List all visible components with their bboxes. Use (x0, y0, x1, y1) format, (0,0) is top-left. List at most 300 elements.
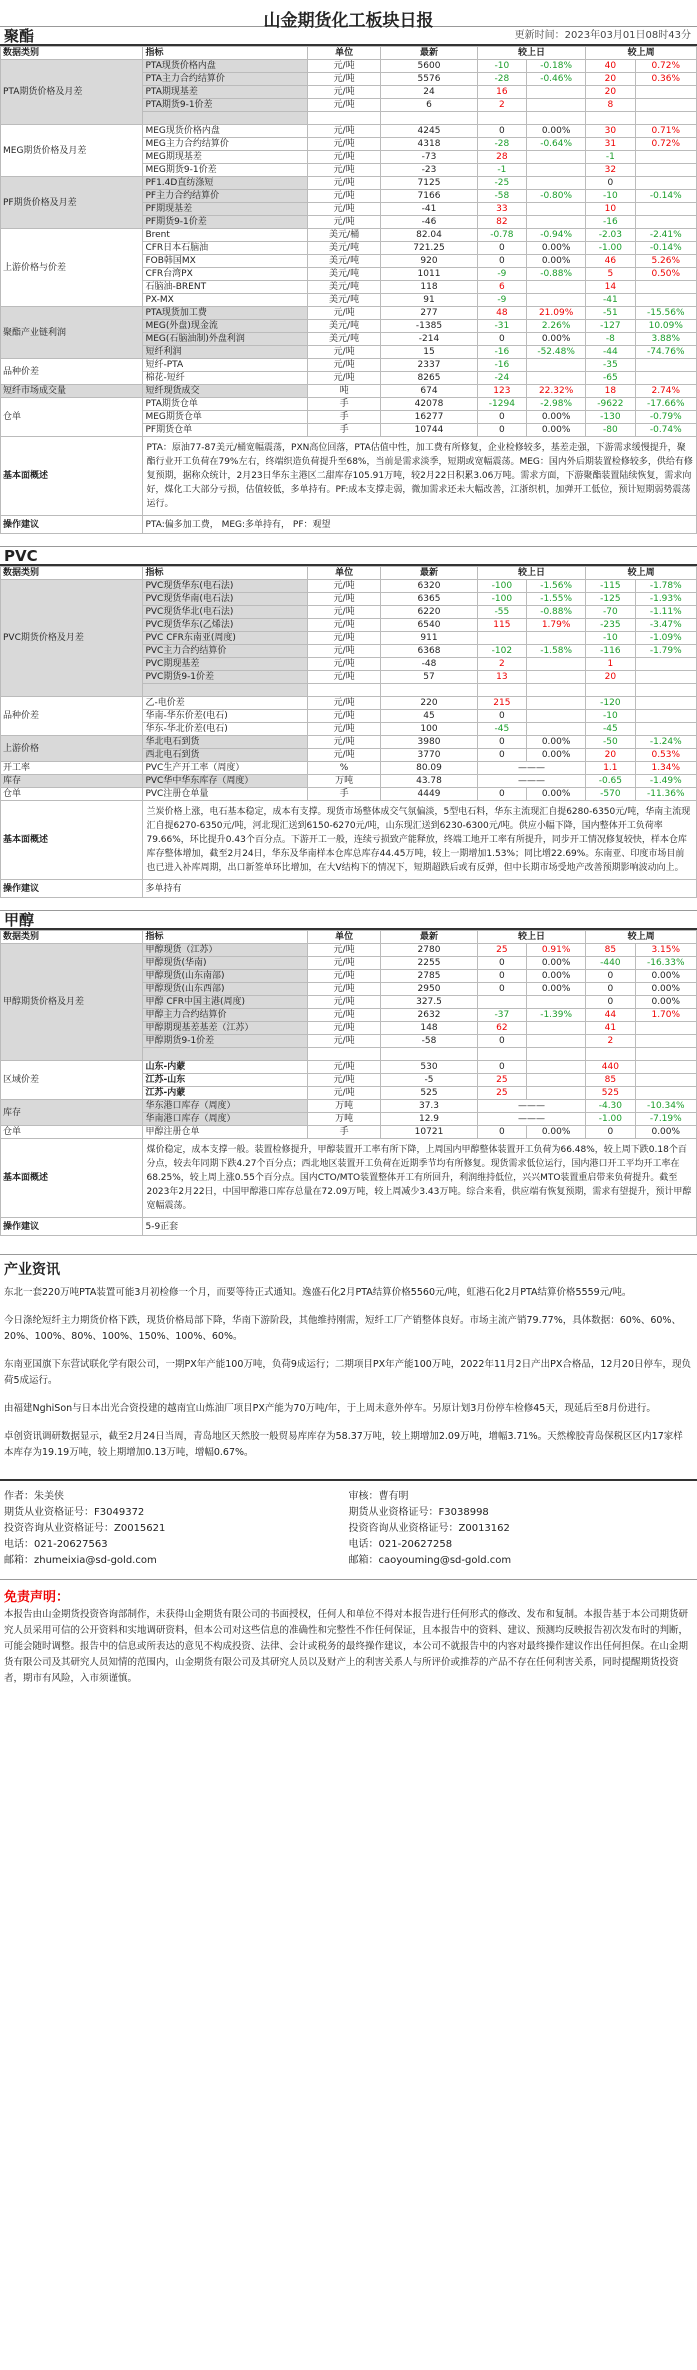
prev-week-pct: -10.34% (635, 1100, 696, 1113)
row-latest (381, 112, 477, 125)
prev-week-pct (635, 1074, 696, 1087)
row-latest: 220 (381, 697, 477, 710)
prev-day-change: -1294 (477, 398, 526, 411)
row-category: 品种价差 (1, 359, 143, 385)
prev-day-pct: -0.88% (527, 606, 586, 619)
prev-day-change: -16 (477, 346, 526, 359)
row-unit: 美元/桶 (307, 229, 380, 242)
row-unit: 元/吨 (307, 957, 380, 970)
prev-week-change: 18 (586, 385, 635, 398)
prev-day-change: -55 (477, 606, 526, 619)
row-latest: 2255 (381, 957, 477, 970)
table-row (1, 229, 697, 242)
column-header-cat: 数据类别 (1, 931, 143, 944)
prev-week-change: -1 (586, 151, 635, 164)
row-unit: 元/吨 (307, 996, 380, 1009)
row-latest: 5576 (381, 73, 477, 86)
prev-week-pct: -1.93% (635, 593, 696, 606)
prev-day-pct: 0.00% (527, 736, 586, 749)
prev-week-pct: -1.24% (635, 736, 696, 749)
row-indicator: PVC CFR东南亚(周度) (143, 632, 307, 645)
row-unit: 元/吨 (307, 606, 380, 619)
row-unit: 元/吨 (307, 944, 380, 957)
row-indicator: 棉花-短纤 (143, 372, 307, 385)
row-latest: 4245 (381, 125, 477, 138)
prev-week-pct (635, 1048, 696, 1061)
prev-week-change: 20 (586, 749, 635, 762)
row-latest: -46 (381, 216, 477, 229)
prev-week-pct: -7.19% (635, 1113, 696, 1126)
prev-day-pct: 0.00% (527, 255, 586, 268)
prev-day-change: -10 (477, 60, 526, 73)
prev-week-change: -235 (586, 619, 635, 632)
fundamentals-text: 兰炭价格上涨，电石基本稳定，成本有支撑。现货市场整体成交气氛偏淡，5型电石料，华东主流现汇自提6280-6350元/吨，华南主流现汇自提6270-6350元/吨，河北现汇送到6150-6270元/吨，山东现汇送到6230-6300元/吨。供应小幅下降，国内整体开工负荷率79.66%，环比提升0.43个百分点。下游开工一般，连续亏损致产能释放，终端工地开工率有所提升，同步开工情况修复较快，样本仓库库存整体增加，截至2月24日，华东及华南样本仓库总库存44.45万吨，较上一期增加1.53%；同比增22.69%。东南亚、印度市场目前也已进入补库周期，出口新签单环比增加，在大V结构下的情况下，短期超跌后或有反弹，但中长期市场受地产改善预期影响波动向上。 (143, 801, 697, 880)
prev-day-pct: 0.91% (527, 944, 586, 957)
row-category: 上游价格与价差 (1, 229, 143, 307)
prev-day-change: -24 (477, 372, 526, 385)
prev-week-change: -440 (586, 957, 635, 970)
prev-week-pct: 0.72% (635, 60, 696, 73)
row-latest: 12.9 (381, 1113, 477, 1126)
prev-day-pct: 0.00% (527, 749, 586, 762)
row-latest: -41 (381, 203, 477, 216)
row-category: 品种价差 (1, 697, 143, 736)
table-row (1, 736, 697, 749)
contact-line: 邮箱：caoyouming@sd-gold.com (348, 1555, 512, 1566)
advice-text: 多单持有 (143, 880, 697, 898)
prev-day-change (477, 1048, 526, 1061)
report-title: 山金期货化工板块日报 (263, 11, 434, 31)
prev-week-pct (635, 112, 696, 125)
disclaimer-text: 本报告由山金期货投资咨询部制作，未获得山金期货有限公司的书面授权，任何人和单位不得对本报告进行任何形式的修改、发布和复制。本报告基于本公司期货研究人员采用可信的公开资料和实地调研资料，但本公司对这些信息的准确性和完整性不作任何保证，且本报告中的资料、建议、预测均反映报告初次发布时的判断，可能会随时调整。报告中的信息或所表达的意见不构成投资、法律、会计或税务的最终操作建议，本公司不就报告中的内容对最终操作建议作出任何担保。在山金期货有限公司及其研究人员知情的范围内，山金期货有限公司及其研究人员以及财产上的利害关系人与所评价或推荐的产品不存在任何利害关系，同时提醒期货投资者，期市有风险，入市须谨慎。 (4, 1609, 689, 1684)
row-indicator: PVC期货9-1价差 (143, 671, 307, 684)
prev-day-pct: -1.39% (527, 1009, 586, 1022)
row-latest: 43.78 (381, 775, 477, 788)
prev-day-pct (527, 1048, 586, 1061)
prev-day-pct: 1.79% (527, 619, 586, 632)
row-unit: 元/吨 (307, 125, 380, 138)
prev-day-change: 16 (477, 86, 526, 99)
table-row (1, 762, 697, 775)
row-unit: 元/吨 (307, 138, 380, 151)
contact-line: 电话：021-20627258 (348, 1539, 453, 1550)
prev-day-change: 215 (477, 697, 526, 710)
prev-week-pct: -1.09% (635, 632, 696, 645)
fundamentals-label: 基本面概述 (1, 801, 143, 880)
prev-week-change: -127 (586, 320, 635, 333)
row-indicator: 山东-内蒙 (143, 1061, 307, 1074)
prev-week-pct (635, 99, 696, 112)
row-latest: 5600 (381, 60, 477, 73)
row-indicator: 甲醇 CFR中国主港(周度) (143, 996, 307, 1009)
row-unit: 元/吨 (307, 151, 380, 164)
prev-day-pct: -1.55% (527, 593, 586, 606)
prev-week-change: -0.65 (586, 775, 635, 788)
row-latest: 2780 (381, 944, 477, 957)
prev-week-pct: 0.00% (635, 983, 696, 996)
prev-week-change: 0 (586, 177, 635, 190)
prev-week-pct: -16.33% (635, 957, 696, 970)
prev-week-change: 5 (586, 268, 635, 281)
prev-week-pct: -1.79% (635, 645, 696, 658)
row-latest (381, 1048, 477, 1061)
prev-week-pct (635, 281, 696, 294)
row-unit: 元/吨 (307, 1061, 380, 1074)
table-header-row (1, 47, 697, 60)
prev-day-change: 123 (477, 385, 526, 398)
table-row (1, 398, 697, 411)
row-indicator (143, 1048, 307, 1061)
table-row (1, 788, 697, 801)
prev-day-pct: 22.32% (527, 385, 586, 398)
row-unit: 美元/吨 (307, 255, 380, 268)
row-latest: 674 (381, 385, 477, 398)
prev-week-change: -80 (586, 424, 635, 437)
prev-day-pct: -0.64% (527, 138, 586, 151)
row-unit: 元/吨 (307, 177, 380, 190)
row-unit: 万吨 (307, 1100, 380, 1113)
row-indicator: PF主力合约结算价 (143, 190, 307, 203)
table-row (1, 177, 697, 190)
row-latest: 148 (381, 1022, 477, 1035)
prev-day-change (477, 632, 526, 645)
row-unit: 美元/吨 (307, 333, 380, 346)
row-category: 仓单 (1, 788, 143, 801)
row-latest: 42078 (381, 398, 477, 411)
row-indicator: 西北电石到货 (143, 749, 307, 762)
prev-week-change: 20 (586, 73, 635, 86)
prev-day-change (477, 996, 526, 1009)
prev-week-pct: 10.09% (635, 320, 696, 333)
prev-week-pct (635, 684, 696, 697)
prev-week-pct (635, 697, 696, 710)
row-latest: 91 (381, 294, 477, 307)
prev-day-pct: -2.98% (527, 398, 586, 411)
section-gap (0, 534, 697, 546)
prev-week-change: -116 (586, 645, 635, 658)
prev-day-change: 0 (477, 788, 526, 801)
prev-week-change (586, 1048, 635, 1061)
advice-row (1, 516, 697, 534)
prev-day-pct (527, 1087, 586, 1100)
row-indicator: 华南港口库存（周度） (143, 1113, 307, 1126)
row-latest: 118 (381, 281, 477, 294)
row-category: 仓单 (1, 1126, 143, 1139)
prev-week-pct: -0.14% (635, 190, 696, 203)
row-indicator: PTA期现基差 (143, 86, 307, 99)
prev-day-pct (527, 697, 586, 710)
prev-day-change: 0 (477, 970, 526, 983)
prev-day-change: 33 (477, 203, 526, 216)
row-latest: 7166 (381, 190, 477, 203)
prev-day-change: 2 (477, 99, 526, 112)
prev-day-pct (527, 684, 586, 697)
prev-day-na: ——— (477, 1100, 586, 1113)
prev-week-change: 440 (586, 1061, 635, 1074)
prev-day-change (477, 684, 526, 697)
row-indicator: 甲醇期现基差基差（江苏） (143, 1022, 307, 1035)
contacts (0, 1479, 697, 1573)
prev-day-pct: 0.00% (527, 125, 586, 138)
prev-day-change: -28 (477, 138, 526, 151)
row-category: 库存 (1, 1100, 143, 1126)
prev-day-pct (527, 723, 586, 736)
prev-day-pct: 0.00% (527, 970, 586, 983)
row-unit: 手 (307, 1126, 380, 1139)
prev-day-pct: 0.00% (527, 788, 586, 801)
prev-week-change: 31 (586, 138, 635, 151)
table-row (1, 580, 697, 593)
column-header-ind: 指标 (143, 567, 307, 580)
row-indicator: PVC期现基差 (143, 658, 307, 671)
prev-week-pct (635, 86, 696, 99)
prev-week-pct (635, 164, 696, 177)
prev-week-pct: 0.72% (635, 138, 696, 151)
fundamentals-text: 煤价稳定，成本支撑一般。装置检修提升，甲醇装置开工率有所下降，上周国内甲醇整体装置开工负荷为66.48%，较上周下跌0.18个百分点，较去年同期下跌4.27个百分点；西北地区装置开工负荷在近期季节均有所修复。现货需求低位运行，国内港口开工平均开工率在68.25%，较上周上涨0.55个百分点。国内CTO/MTO装置整体开工有所回升，利润维持低位，兴兴MTO装置重启带来负荷提升。截至2023年2月22日，中国甲醇港口库存总量在72.09万吨，较上周减少3.43万吨。综合来看，供应端有恢复预期，需求有望提升，预计甲醇宽幅震荡。 (143, 1139, 697, 1218)
row-unit: 元/吨 (307, 658, 380, 671)
row-latest: 3980 (381, 736, 477, 749)
prev-week-pct: 1.34% (635, 762, 696, 775)
row-category: 库存 (1, 775, 143, 788)
prev-week-change: -65 (586, 372, 635, 385)
row-indicator: PVC现货华东(电石法) (143, 580, 307, 593)
prev-week-change (586, 112, 635, 125)
prev-week-pct: 0.71% (635, 125, 696, 138)
prev-day-change: 2 (477, 658, 526, 671)
prev-week-change: -70 (586, 606, 635, 619)
prev-week-pct: -3.47% (635, 619, 696, 632)
prev-week-change: 525 (586, 1087, 635, 1100)
prev-day-pct (527, 996, 586, 1009)
row-indicator: MEG现货价格内盘 (143, 125, 307, 138)
prev-day-pct: 0.00% (527, 242, 586, 255)
column-header-cat: 数据类别 (1, 47, 143, 60)
row-latest: 721.25 (381, 242, 477, 255)
prev-day-change: 28 (477, 151, 526, 164)
prev-week-pct (635, 177, 696, 190)
row-unit: 元/吨 (307, 736, 380, 749)
prev-day-pct: 0.00% (527, 1126, 586, 1139)
column-header-unit: 单位 (307, 47, 380, 60)
row-unit: 美元/吨 (307, 294, 380, 307)
section-title-pvc: PVC (0, 546, 697, 566)
news-title: 产业资讯 (0, 1254, 697, 1283)
prev-day-pct (527, 203, 586, 216)
row-unit: % (307, 762, 380, 775)
prev-week-change: 1.1 (586, 762, 635, 775)
row-unit: 元/吨 (307, 1035, 380, 1048)
row-indicator: 甲醇现货(华南) (143, 957, 307, 970)
prev-week-change: 0 (586, 983, 635, 996)
prev-day-change: -45 (477, 723, 526, 736)
row-unit: 元/吨 (307, 73, 380, 86)
prev-week-change: -41 (586, 294, 635, 307)
row-latest: 6365 (381, 593, 477, 606)
prev-day-change: 0 (477, 736, 526, 749)
row-indicator: PVC现货华东(乙烯法) (143, 619, 307, 632)
prev-day-pct (527, 164, 586, 177)
prev-week-change: -120 (586, 697, 635, 710)
prev-day-pct (527, 216, 586, 229)
prev-week-pct: -74.76% (635, 346, 696, 359)
prev-week-change: -570 (586, 788, 635, 801)
prev-day-change (477, 112, 526, 125)
row-unit: 手 (307, 788, 380, 801)
prev-day-change: 0 (477, 1126, 526, 1139)
row-indicator: PF期货仓单 (143, 424, 307, 437)
fundamentals-text: PTA：原油77-87美元/桶宽幅震荡，PXN高位回落，PTA估值中性，加工费有所修复，企业检修较多，基差走强，下游需求缓慢提升，聚酯行业开工负荷在79%左右，终端织造负荷提升至68%，当前是需求淡季，短期或宽幅震荡。MEG：国内外后期装置检修较多，供给有修复预期，据称众统计，2月23日华东主港区二甜库存105.91万吨，较2月22日积累3.06万吨。需求方面，下游聚酯装置陆续恢复，需求向好，煤化工大部分亏损，估值较低，多单持有。PF:成本支撑走弱，微加需求还未大幅改善，江浙织机，加弹开工低位，预计短期弱势震荡运行。 (143, 437, 697, 516)
prev-day-pct: -1.56% (527, 580, 586, 593)
prev-week-pct: 3.15% (635, 944, 696, 957)
table-row (1, 944, 697, 957)
prev-week-pct: -1.78% (635, 580, 696, 593)
row-latest: 6220 (381, 606, 477, 619)
prev-week-pct: -17.66% (635, 398, 696, 411)
prev-week-change: -9622 (586, 398, 635, 411)
advice-text: PTA:偏多加工费， MEG:多单持有， PF：观望 (143, 516, 697, 534)
data-table-methanol (0, 930, 697, 1236)
row-indicator: 甲醇现货(山东西部) (143, 983, 307, 996)
row-indicator: 江苏-山东 (143, 1074, 307, 1087)
column-header-cat: 数据类别 (1, 567, 143, 580)
row-unit: 元/吨 (307, 1074, 380, 1087)
row-latest: 2785 (381, 970, 477, 983)
row-latest: 6540 (381, 619, 477, 632)
prev-week-change: -1.00 (586, 242, 635, 255)
prev-week-change: 44 (586, 1009, 635, 1022)
prev-week-pct: 0.00% (635, 970, 696, 983)
row-indicator: 短纤现货成交 (143, 385, 307, 398)
row-indicator: Brent (143, 229, 307, 242)
row-unit: 元/吨 (307, 1009, 380, 1022)
prev-day-change: 0 (477, 957, 526, 970)
row-indicator: 华东港口库存（周度） (143, 1100, 307, 1113)
row-latest: 525 (381, 1087, 477, 1100)
prev-week-pct: -2.41% (635, 229, 696, 242)
row-indicator: FOB韩国MX (143, 255, 307, 268)
contact-line: 期货从业资格证号：F3038998 (348, 1507, 489, 1518)
prev-week-change: -45 (586, 723, 635, 736)
prev-day-na: ——— (477, 1113, 586, 1126)
row-unit: 美元/吨 (307, 268, 380, 281)
prev-week-pct: -0.14% (635, 242, 696, 255)
row-indicator: 江苏-内蒙 (143, 1087, 307, 1100)
prev-week-change: -10 (586, 632, 635, 645)
prev-week-change: 1 (586, 658, 635, 671)
row-unit: 元/吨 (307, 619, 380, 632)
prev-day-pct (527, 294, 586, 307)
row-indicator: MEG期现基差 (143, 151, 307, 164)
column-header-ind: 指标 (143, 931, 307, 944)
row-indicator: 甲醇注册仓单 (143, 1126, 307, 1139)
author-contact (4, 1489, 349, 1569)
contact-line: 作者：朱美侠 (4, 1491, 64, 1502)
prev-week-change: -8 (586, 333, 635, 346)
table-row (1, 125, 697, 138)
prev-day-change: 0 (477, 333, 526, 346)
prev-day-change: 62 (477, 1022, 526, 1035)
prev-week-pct: 2.74% (635, 385, 696, 398)
row-category: 区域价差 (1, 1061, 143, 1100)
prev-day-pct: 2.26% (527, 320, 586, 333)
prev-week-pct (635, 1087, 696, 1100)
row-unit: 美元/吨 (307, 320, 380, 333)
row-latest: 37.3 (381, 1100, 477, 1113)
prev-week-pct: -11.36% (635, 788, 696, 801)
prev-day-pct: 0.00% (527, 333, 586, 346)
prev-week-change: -130 (586, 411, 635, 424)
prev-day-pct (527, 1074, 586, 1087)
table-row (1, 697, 697, 710)
prev-week-pct: 3.88% (635, 333, 696, 346)
column-header-prev_week: 较上周 (586, 47, 697, 60)
row-unit: 美元/吨 (307, 281, 380, 294)
row-unit: 元/吨 (307, 580, 380, 593)
table-row (1, 385, 697, 398)
prev-week-pct: 0.00% (635, 1126, 696, 1139)
prev-week-change: 40 (586, 60, 635, 73)
row-latest (381, 684, 477, 697)
row-latest: 8265 (381, 372, 477, 385)
row-indicator: MEG(外盘)现金流 (143, 320, 307, 333)
row-unit: 元/吨 (307, 749, 380, 762)
row-latest: 10744 (381, 424, 477, 437)
prev-day-pct: -0.46% (527, 73, 586, 86)
row-unit: 元/吨 (307, 216, 380, 229)
news-item: 东北一套220万吨PTA装置可能3月初检修一个月，而要等待正式通知。逸盛石化2月PTA结算价格5560元/吨，虹港石化2月PTA结算价格5559元/吨。 (4, 1287, 632, 1298)
prev-week-pct: -0.74% (635, 424, 696, 437)
fundamentals-row (1, 801, 697, 880)
prev-week-change: 20 (586, 86, 635, 99)
section-title-pta: 聚酯 (0, 26, 697, 46)
table-row (1, 1100, 697, 1113)
row-category: MEG期货价格及月差 (1, 125, 143, 177)
news-item: 卓创资讯调研数据显示，截至2月24日当周，青岛地区天然胶一般贸易库库存为58.37万吨，较上期增加2.09万吨，增幅3.71%。天然橡胶青岛保税区区内17家样本库存为19.19万吨，较上期增加0.13万吨，增幅0.67%。 (4, 1431, 683, 1458)
news-item: 今日涤纶短纤主力期货价格下跌，现货价格局部下降，华南下游阶段，其他维持刚需，短纤工厂产销整体良好。市场主流产销79.77%，具体数据：60%、60%、20%、100%、80%、100%、150%、100%、60%。 (4, 1315, 681, 1342)
row-unit: 元/吨 (307, 593, 380, 606)
contact-line: 审核：曹有明 (348, 1491, 409, 1502)
row-category: PTA期货价格及月差 (1, 60, 143, 125)
row-unit: 元/吨 (307, 1022, 380, 1035)
row-latest: 911 (381, 632, 477, 645)
row-latest: -58 (381, 1035, 477, 1048)
prev-week-pct (635, 658, 696, 671)
fundamentals-row (1, 437, 697, 516)
table-row (1, 307, 697, 320)
prev-week-change: 2 (586, 1035, 635, 1048)
row-unit: 美元/吨 (307, 242, 380, 255)
prev-day-change: -16 (477, 359, 526, 372)
row-indicator: PVC华中华东库存（周度） (143, 775, 307, 788)
prev-day-pct (527, 671, 586, 684)
prev-week-change: 0 (586, 1126, 635, 1139)
row-indicator: 乙-电价差 (143, 697, 307, 710)
prev-week-pct: -15.56% (635, 307, 696, 320)
row-latest: 4318 (381, 138, 477, 151)
prev-day-pct: -0.88% (527, 268, 586, 281)
prev-day-pct (527, 151, 586, 164)
prev-week-pct: -0.79% (635, 411, 696, 424)
row-unit: 元/吨 (307, 346, 380, 359)
prev-day-change: 25 (477, 944, 526, 957)
advice-row (1, 1218, 697, 1236)
prev-day-change: 0 (477, 255, 526, 268)
row-latest: 327.5 (381, 996, 477, 1009)
prev-week-pct (635, 671, 696, 684)
prev-week-pct: 5.26% (635, 255, 696, 268)
row-indicator: 短纤-PTA (143, 359, 307, 372)
prev-day-change: 82 (477, 216, 526, 229)
